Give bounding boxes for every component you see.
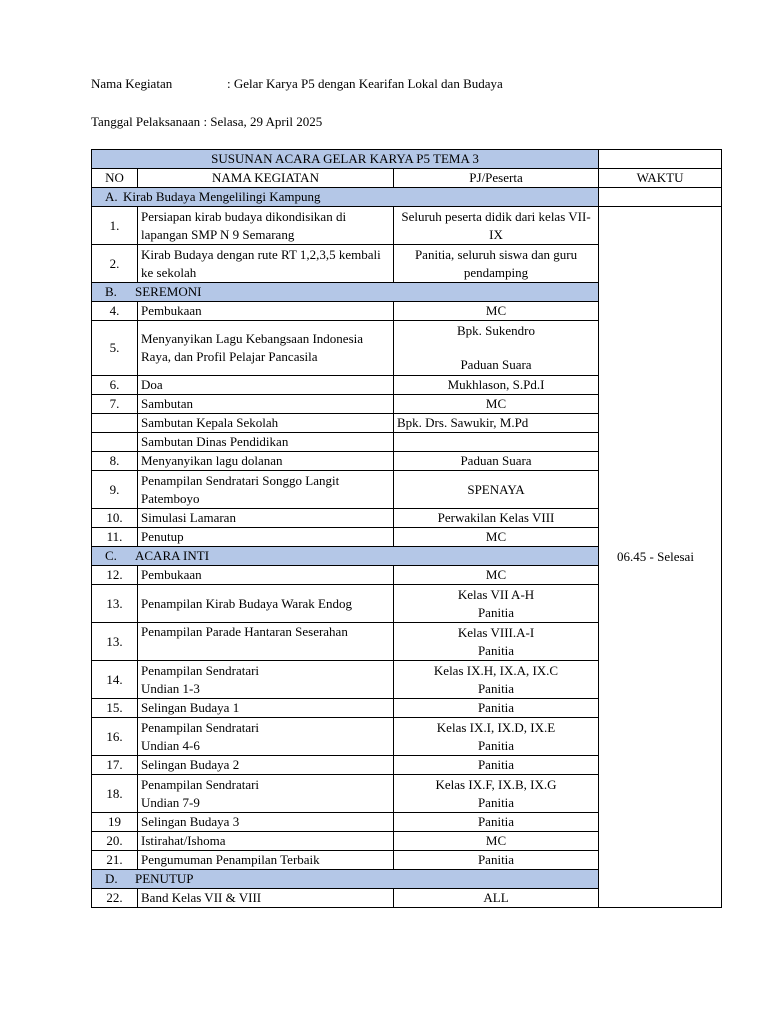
row-pj-line1: Kelas IX.I, IX.D, IX.E: [436, 719, 556, 735]
row-pj-line1: Kelas VII A-H: [457, 586, 535, 602]
header-no: NO: [92, 169, 138, 188]
schedule-table: [91, 149, 722, 908]
tanggal-value: : Selasa, 29 April 2025: [200, 114, 323, 129]
row-no: 13.: [92, 585, 138, 623]
row-pj: Mukhlason, S.Pd.I: [394, 376, 599, 395]
row-nama-line1: Penampilan Sendratari: [141, 662, 260, 678]
row-pj: [394, 661, 599, 699]
row-no: 1.: [92, 207, 138, 245]
section-letter: D.: [105, 871, 118, 886]
row-nama: Penampilan Parade Hantaran Seserahan: [138, 623, 394, 661]
row-nama: [138, 661, 394, 699]
row-pj: [394, 775, 599, 813]
waktu-empty-cell: [599, 188, 722, 207]
row-pj: MC: [394, 566, 599, 585]
row-no: 15.: [92, 699, 138, 718]
table-row: [92, 207, 722, 245]
row-pj: Panitia: [394, 756, 599, 775]
row-nama: [138, 775, 394, 813]
row-no: 8.: [92, 452, 138, 471]
header-pj: PJ/Peserta: [394, 169, 599, 188]
row-pj: MC: [394, 528, 599, 547]
row-nama: Simulasi Lamaran: [138, 509, 394, 528]
row-no: 22.: [92, 889, 138, 908]
table-title-empty-cell: [599, 150, 722, 169]
row-pj: MC: [394, 302, 599, 321]
row-nama-line1: Penampilan Sendratari: [141, 719, 260, 735]
row-no: 18.: [92, 775, 138, 813]
row-no: 12.: [92, 566, 138, 585]
section-a: [92, 188, 599, 207]
row-nama: Menyanyikan lagu dolanan: [138, 452, 394, 471]
row-nama: Menyanyikan Lagu Kebangsaan Indonesia Raya, dan Profil Pelajar Pancasila: [138, 321, 394, 376]
section-letter: C.: [105, 548, 117, 563]
row-nama: Penutup: [138, 528, 394, 547]
section-name: SEREMONI: [135, 284, 202, 299]
row-pj: [394, 623, 599, 661]
row-pj-line1: Kelas IX.F, IX.B, IX.G: [435, 776, 557, 792]
section-d: [92, 870, 599, 889]
row-no: 20.: [92, 832, 138, 851]
section-letter: B.: [105, 284, 117, 299]
row-no: 19: [92, 813, 138, 832]
nama-kegiatan-value: : Gelar Karya P5 dengan Kearifan Lokal dan Budaya: [227, 76, 503, 91]
row-no: 10.: [92, 509, 138, 528]
row-nama-line2: Undian 1-3: [141, 680, 200, 696]
row-no: 6.: [92, 376, 138, 395]
row-no: 4.: [92, 302, 138, 321]
nama-kegiatan-label: Nama Kegiatan: [91, 76, 173, 91]
row-nama: Pengumuman Penampilan Terbaik: [138, 851, 394, 870]
row-no: 5.: [92, 321, 138, 376]
section-name: ACARA INTI: [135, 548, 210, 563]
row-pj: Panitia: [394, 813, 599, 832]
row-pj-line2: Panitia: [477, 794, 515, 810]
row-nama: Pembukaan: [138, 566, 394, 585]
table-header-row: [92, 169, 722, 188]
row-nama: Sambutan Kepala Sekolah: [138, 414, 394, 433]
row-no: 2.: [92, 245, 138, 283]
row-pj: Seluruh peserta didik dari kelas VII-IX: [394, 207, 599, 245]
row-pj-line1: Kelas VIII.A-I: [457, 624, 535, 640]
row-nama: Selingan Budaya 2: [138, 756, 394, 775]
row-pj: Bpk. Drs. Sawukir, M.Pd: [394, 414, 599, 433]
waktu-cell: 06.45 - Selesai: [599, 207, 722, 908]
row-pj-line2: Panitia: [477, 680, 515, 696]
row-no: 14.: [92, 661, 138, 699]
row-no: 7.: [92, 395, 138, 414]
section-b: [92, 283, 599, 302]
tanggal-line: [91, 114, 322, 130]
section-c: [92, 547, 599, 566]
row-nama: Sambutan: [138, 395, 394, 414]
row-pj: ALL: [394, 889, 599, 908]
section-name: Kirab Budaya Mengelilingi Kampung: [123, 189, 321, 204]
row-pj: [394, 433, 599, 452]
row-nama-line2: Undian 7-9: [141, 794, 200, 810]
row-nama: [138, 718, 394, 756]
table-title-row: [92, 150, 722, 169]
row-nama-line1: Penampilan Sendratari: [141, 776, 260, 792]
row-nama: Band Kelas VII & VIII: [138, 889, 394, 908]
row-pj: [394, 321, 599, 376]
row-no: 11.: [92, 528, 138, 547]
row-pj: [394, 718, 599, 756]
nama-kegiatan-line: [91, 76, 503, 92]
row-pj-line2: Panitia: [477, 604, 515, 620]
row-nama: Selingan Budaya 1: [138, 699, 394, 718]
row-nama: Sambutan Dinas Pendidikan: [138, 433, 394, 452]
row-pj: SPENAYA: [394, 471, 599, 509]
row-nama: Penampilan Kirab Budaya Warak Endog: [138, 585, 394, 623]
row-pj: [394, 585, 599, 623]
row-pj: Paduan Suara: [394, 452, 599, 471]
header-nama: NAMA KEGIATAN: [138, 169, 394, 188]
table-title: SUSUNAN ACARA GELAR KARYA P5 TEMA 3: [92, 150, 599, 169]
row-pj-line2: Panitia: [477, 737, 515, 753]
row-pj-line2: Panitia: [477, 642, 515, 658]
row-pj-line1: Bpk. Sukendro: [457, 323, 536, 338]
header-waktu: WAKTU: [599, 169, 722, 188]
row-nama: Penampilan Sendratari Songgo Langit Patemboyo: [138, 471, 394, 509]
row-nama-line2: Undian 4-6: [141, 737, 200, 753]
row-nama: Persiapan kirab budaya dikondisikan di lapangan SMP N 9 Semarang: [138, 207, 394, 245]
row-pj: Panitia, seluruh siswa dan guru pendamping: [394, 245, 599, 283]
row-pj-line2: Paduan Suara: [460, 357, 532, 372]
section-name: PENUTUP: [135, 871, 194, 886]
row-nama: Selingan Budaya 3: [138, 813, 394, 832]
row-pj: Panitia: [394, 851, 599, 870]
row-nama: Doa: [138, 376, 394, 395]
section-letter: A.: [105, 189, 118, 204]
row-no: 9.: [92, 471, 138, 509]
section-row: [92, 188, 722, 207]
row-pj: Perwakilan Kelas VIII: [394, 509, 599, 528]
row-no: 17.: [92, 756, 138, 775]
row-nama: Pembukaan: [138, 302, 394, 321]
tanggal-label: Tanggal Pelaksanaan: [91, 114, 201, 129]
row-no: 16.: [92, 718, 138, 756]
row-pj: MC: [394, 832, 599, 851]
row-no: 13.: [92, 623, 138, 661]
row-pj: Panitia: [394, 699, 599, 718]
row-no: [92, 433, 138, 452]
row-pj: MC: [394, 395, 599, 414]
row-nama: Istirahat/Ishoma: [138, 832, 394, 851]
row-pj-line1: Kelas IX.H, IX.A, IX.C: [433, 662, 559, 678]
row-no: 21.: [92, 851, 138, 870]
row-nama: Kirab Budaya dengan rute RT 1,2,3,5 kembali ke sekolah: [138, 245, 394, 283]
row-no: [92, 414, 138, 433]
